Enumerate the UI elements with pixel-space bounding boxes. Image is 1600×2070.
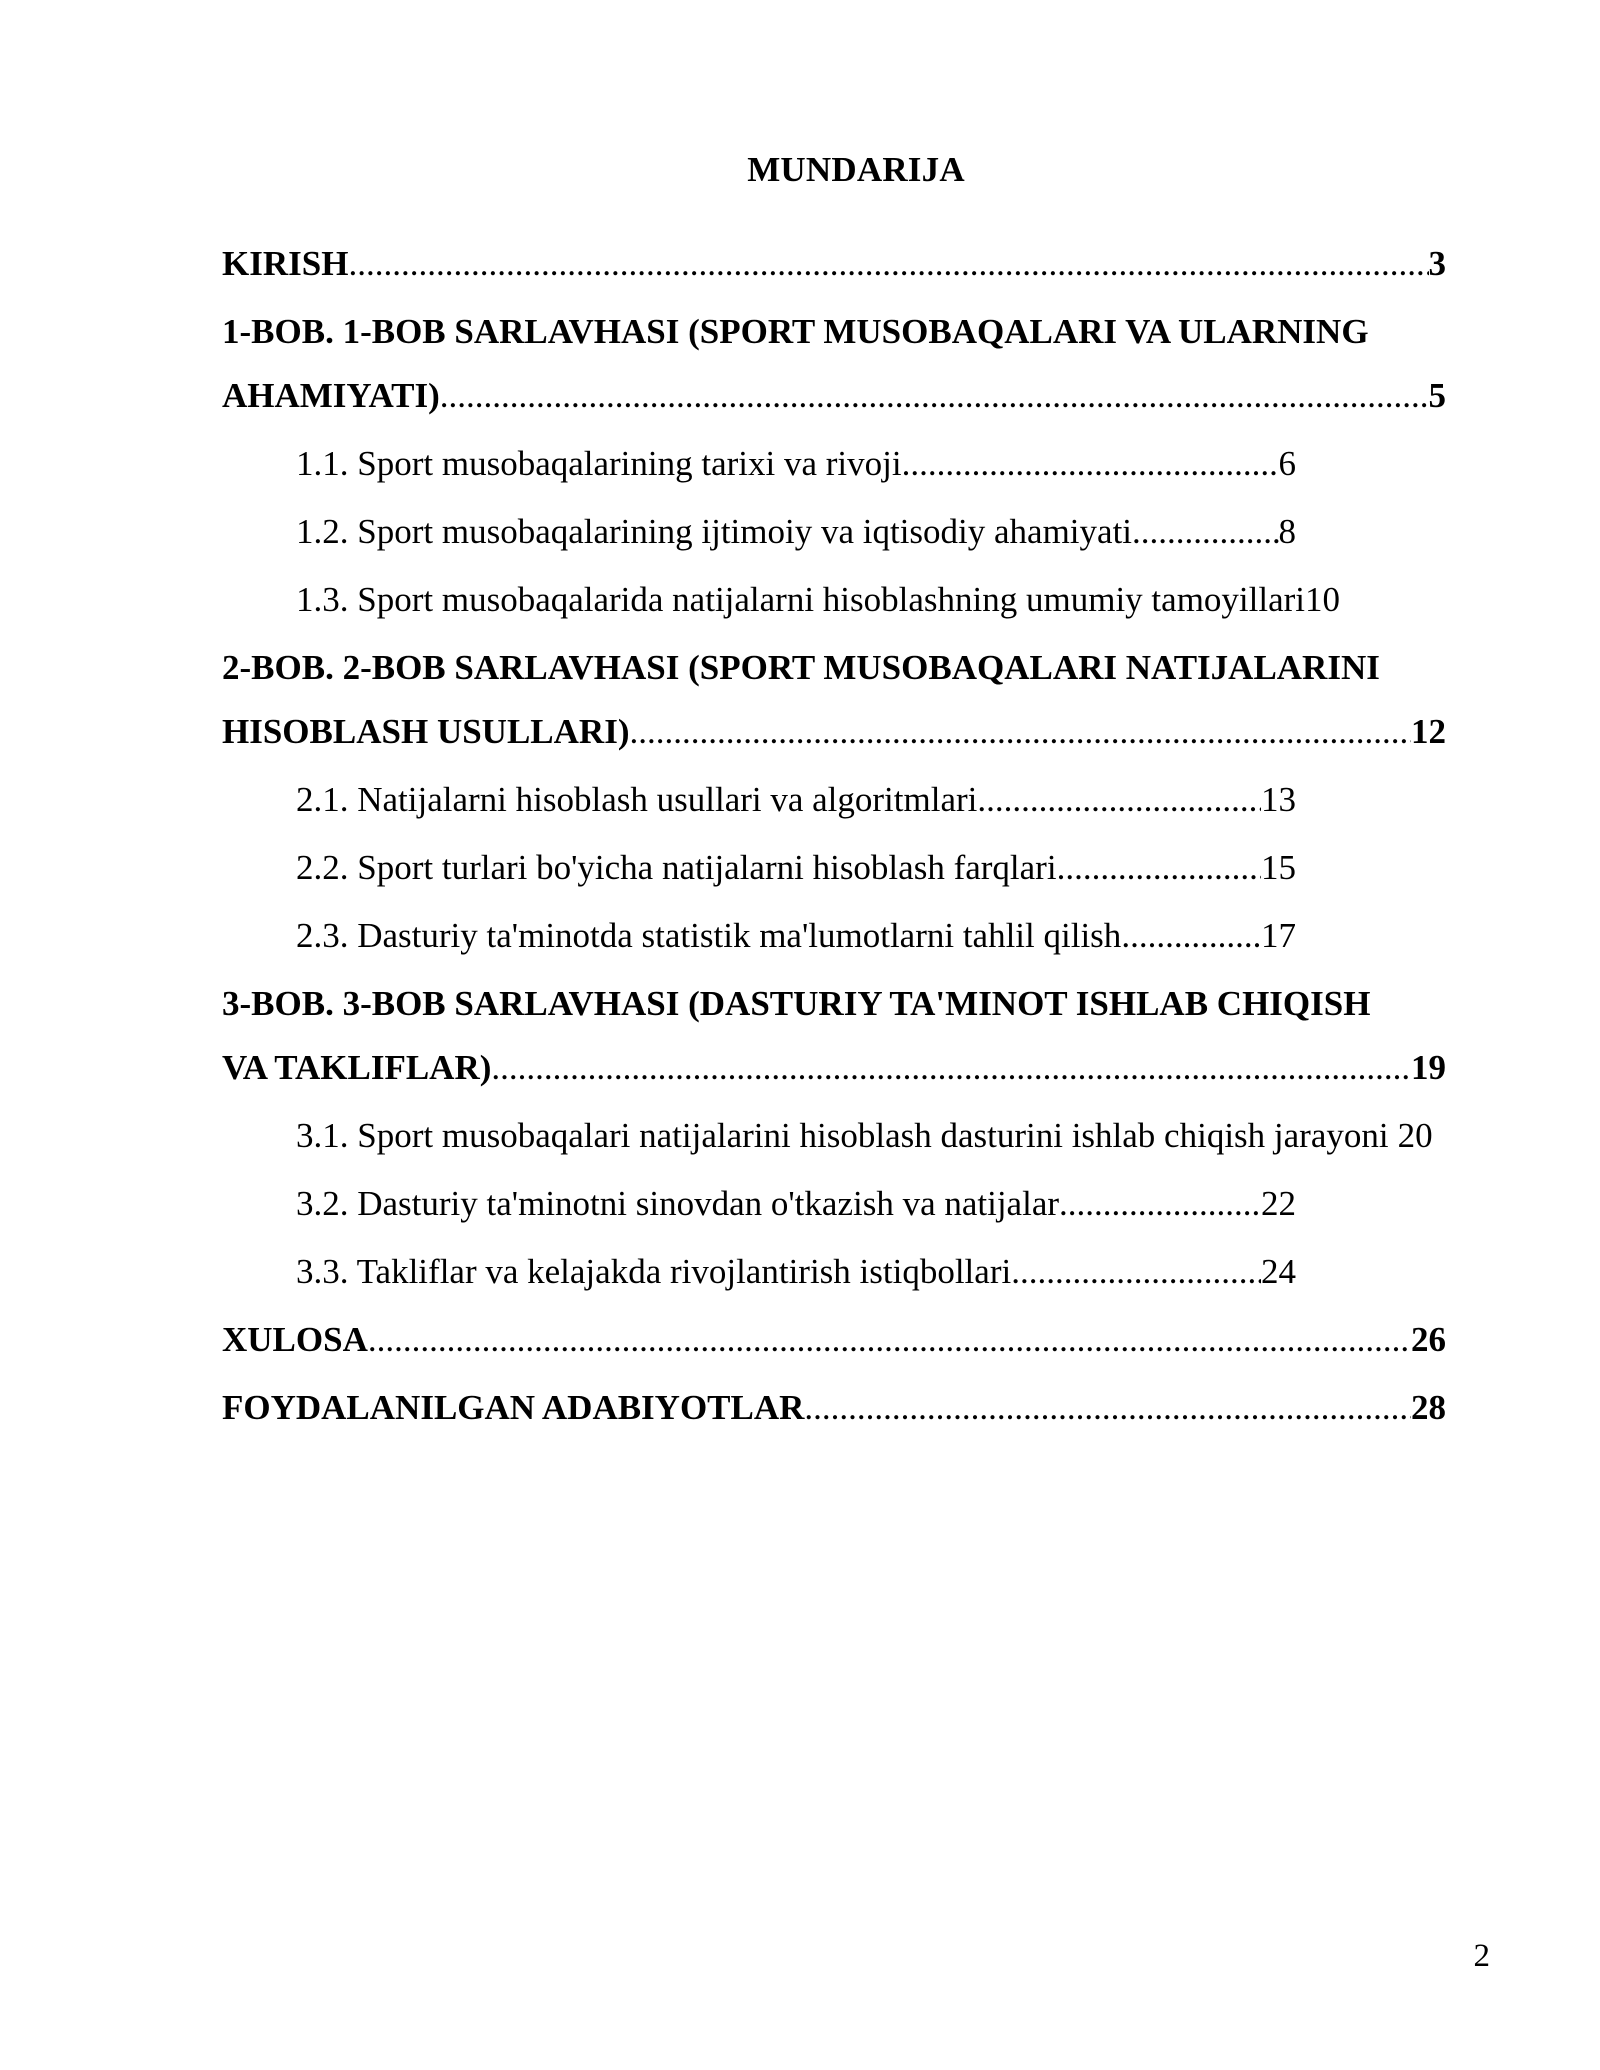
toc-entry-label: 1.2. Sport musobaqalarining ijtimoiy va iqtisodiy ahamiyati [296,512,1133,551]
toc-entry-label: 3.1. Sport musobaqalari natijalarini hisoblash dasturini ishlab chiqish jarayoni [296,1116,1389,1155]
page-title: MUNDARIJA [747,150,965,189]
toc-entry-kirish[interactable] [222,242,1446,286]
toc-entry-label: 3.2. Dasturiy ta'minotni sinovdan o'tkazish va natijalar [296,1184,1060,1223]
dot-leader [1059,1182,1261,1226]
toc-entry-label: 3.3. Takliflar va kelajakda rivojlantirish istiqbollari [296,1252,1012,1291]
dot-leader [1011,1250,1261,1294]
toc-entry-page: 20 [1397,1116,1433,1155]
dot-leader [977,778,1261,822]
toc-entry-page: 15 [1261,848,1296,887]
toc-entry-label: FOYDALANILGAN ADABIYOTLAR [222,1388,805,1427]
toc-entry-page: 28 [1411,1388,1446,1427]
toc-entry-xulosa[interactable] [222,1318,1446,1362]
dot-leader [1121,914,1261,958]
toc-entry-label: 1.1. Sport musobaqalarining tarixi va rivoji [296,444,902,483]
toc-entry-page: 13 [1261,780,1296,819]
toc-entry-section-3-2[interactable] [296,1182,1296,1226]
toc-entry-page: 8 [1278,512,1296,551]
toc-entry-chapter-3-line-1[interactable]: 3-BOB. 3-BOB SARLAVHASI (DASTURIY TA'MINOT ISHLAB CHIQISH [222,984,1371,1023]
toc-entry-adabiyotlar[interactable] [222,1386,1446,1430]
dot-leader [368,1318,1411,1362]
toc-entry-page: 12 [1411,712,1446,751]
toc-entry-section-2-3[interactable] [296,914,1296,958]
dot-leader [804,1386,1411,1430]
toc-entry-section-2-2[interactable] [296,846,1296,890]
toc-entry-label: AHAMIYATI) [222,376,440,415]
toc-entry-chapter-1-line-1[interactable]: 1-BOB. 1-BOB SARLAVHASI (SPORT MUSOBAQALARI VA ULARNING [222,312,1369,351]
toc-entry-section-1-1[interactable] [296,442,1296,486]
dot-leader [1057,846,1261,890]
toc-entry-section-3-3[interactable] [296,1250,1296,1294]
toc-entry-section-2-1[interactable] [296,778,1296,822]
toc-entry-label: KIRISH [222,244,349,283]
toc-entry-page: 24 [1261,1252,1296,1291]
toc-entry-label: VA TAKLIFLAR) [222,1048,492,1087]
toc-entry-section-1-2[interactable] [296,510,1296,554]
toc-entry-chapter-3[interactable] [222,1046,1446,1090]
toc-entry-page: 19 [1411,1048,1446,1087]
dot-leader [1132,510,1278,554]
dot-leader [629,710,1411,754]
dot-leader [348,242,1428,286]
toc-entry-page: 17 [1261,916,1296,955]
toc-entry-chapter-2[interactable] [222,710,1446,754]
page-number: 2 [1473,1938,1490,1974]
dot-leader [491,1046,1411,1090]
toc-entry-label: 1.3. Sport musobaqalarida natijalarni hisoblashning umumiy tamoyillari [296,580,1306,619]
toc-entry-chapter-1[interactable] [222,374,1446,418]
toc-entry-label: 2.2. Sport turlari bo'yicha natijalarni hisoblash farqlari [296,848,1057,887]
toc-entry-page: 3 [1428,244,1446,283]
toc-entry-page: 5 [1428,376,1446,415]
dot-leader [440,374,1429,418]
toc-entry-page: 26 [1411,1320,1446,1359]
toc-entry-section-1-3[interactable] [296,578,1396,622]
toc-entry-label: XULOSA [222,1320,368,1359]
toc-entry-chapter-2-line-1[interactable]: 2-BOB. 2-BOB SARLAVHASI (SPORT MUSOBAQALARI NATIJALARINI [222,648,1380,687]
toc-entry-page: 6 [1278,444,1296,483]
toc-entry-page: 10 [1305,580,1341,619]
toc-entry-label: HISOBLASH USULLARI) [222,712,630,751]
toc-entry-section-3-1[interactable] [296,1114,1476,1158]
toc-entry-label: 2.1. Natijalarni hisoblash usullari va algoritmlari [296,780,978,819]
dot-leader [902,442,1279,486]
toc-entry-page: 22 [1261,1184,1296,1223]
toc-entry-label: 2.3. Dasturiy ta'minotda statistik ma'lumotlarni tahlil qilish [296,916,1122,955]
